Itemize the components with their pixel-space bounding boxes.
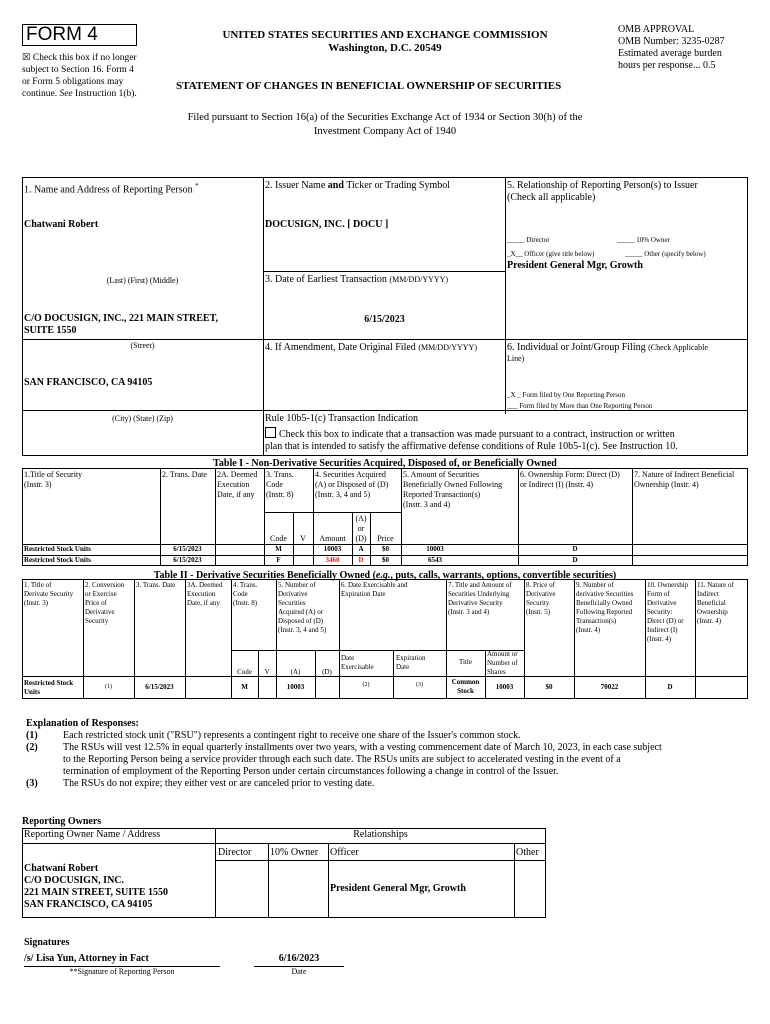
earliest-transaction-date: 6/15/2023	[364, 314, 405, 325]
t1-sub-v: V	[300, 534, 306, 543]
form-title: FORM 4	[26, 24, 98, 45]
filed-pursuant-line-1: Filed pursuant to Section 16(a) of the Securities Exchange Act of 1934 or Section 30(h) of the	[187, 112, 583, 123]
multiple-reporting-persons-option[interactable]: ___ Form filed by More than One Reporting Person	[507, 402, 653, 410]
t1-col-acquired-disposed: 4. Securities Acquired (A) or Disposed of (D) (Instr. 3, 4 and 5)	[315, 470, 389, 499]
no-longer-subject-note: ☒ Check this box if no longer subject to Section 16. Form 4 or Form 5 obligations may continue. See Instruction 1(b).	[22, 53, 137, 99]
t2-col-conversion: 2. Conversion or Exercise Price of Derivative Security	[85, 581, 125, 625]
box1-label: 1. Name and Address of Reporting Person *	[24, 182, 199, 196]
t1-sub-code: Code	[270, 534, 287, 543]
t2-col-trans-date: 3. Trans. Date	[136, 581, 176, 589]
t2-sub-d: (D)	[322, 668, 332, 676]
t1-sub-price: Price	[377, 534, 394, 543]
agency-location: Washington, D.C. 20549	[328, 42, 442, 54]
t2-sub-v: V	[264, 668, 270, 676]
t1-col-trans-code: 3. Trans. Code (Instr. 8)	[266, 470, 294, 499]
name-parts-label: (Last) (First) (Middle)	[106, 276, 179, 285]
city-state-zip-label: (City) (State) (Zip)	[112, 414, 173, 423]
t2-col-exercisable-expiration: 6. Date Exercisable and Expiration Date	[341, 581, 408, 598]
reporting-address-line-1: C/O DOCUSIGN, INC., 221 MAIN STREET,	[24, 313, 219, 324]
explanation-notes: (1) Each restricted stock unit ("RSU") represents a contingent right to receive one share of the Issuer's common stock. (2) The RSUs will vest 12.5% in equal quarterly installments over two years, with a vesting commencement date of March 10, 2023, in each case subject to the Reporting Person being a service provider through each such date. The RSUs units are subject to accelerated vesting in the event of a termination of employment of the Reporting Person under certain circumstances following a change in control of the Issuer. (3) The RSUs do not expire; they either vest or are canceled prior to vesting date.	[26, 730, 662, 789]
issuer-name: DOCUSIGN, INC. [ DOCU ]	[265, 219, 389, 230]
table1-title: Table I - Non-Derivative Securities Acquired, Disposed of, or Beneficially Owned	[213, 458, 557, 469]
table2-title: Table II - Derivative Securities Beneficially Owned (e.g., puts, calls, warrants, options, convertible securities)	[153, 570, 617, 581]
filed-pursuant-line-2: Investment Company Act of 1940	[313, 126, 457, 137]
box3-label: 3. Date of Earliest Transaction (MM/DD/YYYY)	[265, 274, 449, 285]
t2-col-price: 8. Price of Derivative Security (Instr. 5)	[526, 581, 556, 616]
street-label: (Street)	[130, 341, 155, 350]
signature-date: 6/16/2023	[278, 953, 320, 964]
officer-header: Officer	[330, 847, 359, 858]
one-reporting-person-option[interactable]: _X _ Form filed by One Reporting Person	[507, 391, 626, 399]
reporting-person-name: Chatwani Robert	[24, 219, 99, 230]
director-header: Director	[218, 847, 252, 858]
t2-sub-title: Title	[459, 658, 472, 666]
t2-sub-expiration: Expiration Date	[396, 654, 426, 671]
t1-col-nature: 7. Nature of Indirect Beneficial Ownership (Instr. 4)	[634, 470, 735, 489]
director-option[interactable]: _____ Director	[507, 236, 550, 244]
t2-sub-code: Code	[237, 668, 252, 676]
owner-officer-title: President General Mgr, Growth	[330, 883, 466, 894]
omb-approval: OMB APPROVAL OMB Number: 3235-0287 Estimated average burden hours per response... 0.5	[618, 24, 725, 71]
t2-sub-a: (A)	[290, 668, 301, 676]
box2-label: 2. Issuer Name and Ticker or Trading Symbol	[265, 180, 451, 191]
rule-10b5-text: Check this box to indicate that a transaction was made pursuant to a contract, instruction or written plan that is intended to satisfy the affirmative defense conditions of Rule 10b5-1(c). See Instruction 10.	[265, 429, 678, 452]
t2-col-deemed-date: 3A. Deemed Execution Date, if any	[187, 581, 223, 607]
t1-sub-amount: Amount	[319, 534, 346, 543]
signature-label: **Signature of Reporting Person	[69, 967, 175, 976]
box6-label: 6. Individual or Joint/Group Filing (Check Applicable Line)	[507, 342, 708, 363]
t2-sub-exercisable: Date Exercisable	[341, 654, 374, 671]
other-header: Other	[516, 847, 539, 858]
box5-label: 5. Relationship of Reporting Person(s) to Issuer (Check all applicable)	[507, 180, 698, 203]
reporting-owners-title: Reporting Owners	[22, 816, 102, 827]
t2-col-ownership-form: 10. Ownership Form of Derivative Security: Direct (D) or Indirect (I) (Instr. 4)	[647, 581, 689, 643]
t1-col-title: 1.Title of Security (Instr. 3)	[24, 470, 83, 489]
t1-col-ownership-form: 6. Ownership Form: Direct (D) or Indirect (I) (Instr. 4)	[520, 470, 620, 489]
reporting-city: SAN FRANCISCO, CA 94105	[24, 377, 153, 388]
t2-col-trans-code: 4. Trans. Code (Instr. 8)	[233, 581, 258, 607]
signer-name: /s/ Lisa Yun, Attorney in Fact	[24, 953, 149, 964]
ten-percent-header: 10% Owner	[270, 847, 319, 858]
t1-sub-a-or-d: (A) or (D)	[355, 514, 367, 543]
t2-col-number-owned: 9. Number of derivative Securities Beneficially Owned Following Reported Transaction(s) (Instr. 4)	[576, 581, 634, 634]
t2-col-nature: 11. Nature of Indirect Beneficial Ownership (Instr. 4)	[697, 581, 734, 625]
t2-col-title: 1. Title of Derivate Security (Instr. 3)	[24, 581, 74, 607]
other-option[interactable]: _____ Other (specify below)	[625, 250, 706, 258]
date-label: Date	[291, 967, 307, 976]
agency-name: UNITED STATES SECURITIES AND EXCHANGE COMMISSION	[222, 29, 548, 41]
t1-col-amount-owned: 5. Amount of Securities Beneficially Owned Following Reported Transaction(s) (Instr. 3 and 4)	[403, 470, 503, 509]
relationships-header: Relationships	[353, 829, 408, 840]
t2-col-underlying: 7. Title and Amount of Securities Underlying Derivative Security (Instr. 3 and 4)	[448, 581, 512, 616]
reporting-address-line-2: SUITE 1550	[24, 325, 77, 336]
owner-name-address: Chatwani Robert C/O DOCUSIGN, INC. 221 MAIN STREET, SUITE 1550 SAN FRANCISCO, CA 94105	[24, 863, 169, 910]
t2-col-number-derivative: 5. Number of Derivative Securities Acquired (A) or Disposed of (D) (Instr. 3, 4 and 5)	[278, 581, 327, 634]
signatures-title: Signatures	[24, 937, 70, 948]
rule-10b5-title: Rule 10b5-1(c) Transaction Indication	[265, 413, 419, 424]
t1-col-deemed-date: 2A. Deemed Execution Date, if any	[217, 470, 258, 499]
statement-title: STATEMENT OF CHANGES IN BENEFICIAL OWNERSHIP OF SECURITIES	[176, 80, 562, 92]
explanation-title: Explanation of Responses:	[26, 718, 139, 729]
rule-10b5-checkbox[interactable]	[265, 427, 276, 438]
box4-label: 4. If Amendment, Date Original Filed (MM/DD/YYYY)	[265, 342, 477, 353]
owner-name-address-header: Reporting Owner Name / Address	[24, 829, 161, 840]
ten-percent-owner-option[interactable]: _____ 10% Owner	[617, 236, 670, 244]
checked-box-icon[interactable]: ☒	[22, 53, 31, 63]
officer-option[interactable]: _X__ Officer (give title below)	[507, 250, 595, 258]
t1-col-trans-date: 2. Trans. Date	[162, 470, 207, 479]
t2-sub-amount: Amount or Number of Shares	[487, 650, 518, 676]
officer-title: President General Mgr, Growth	[507, 260, 643, 271]
